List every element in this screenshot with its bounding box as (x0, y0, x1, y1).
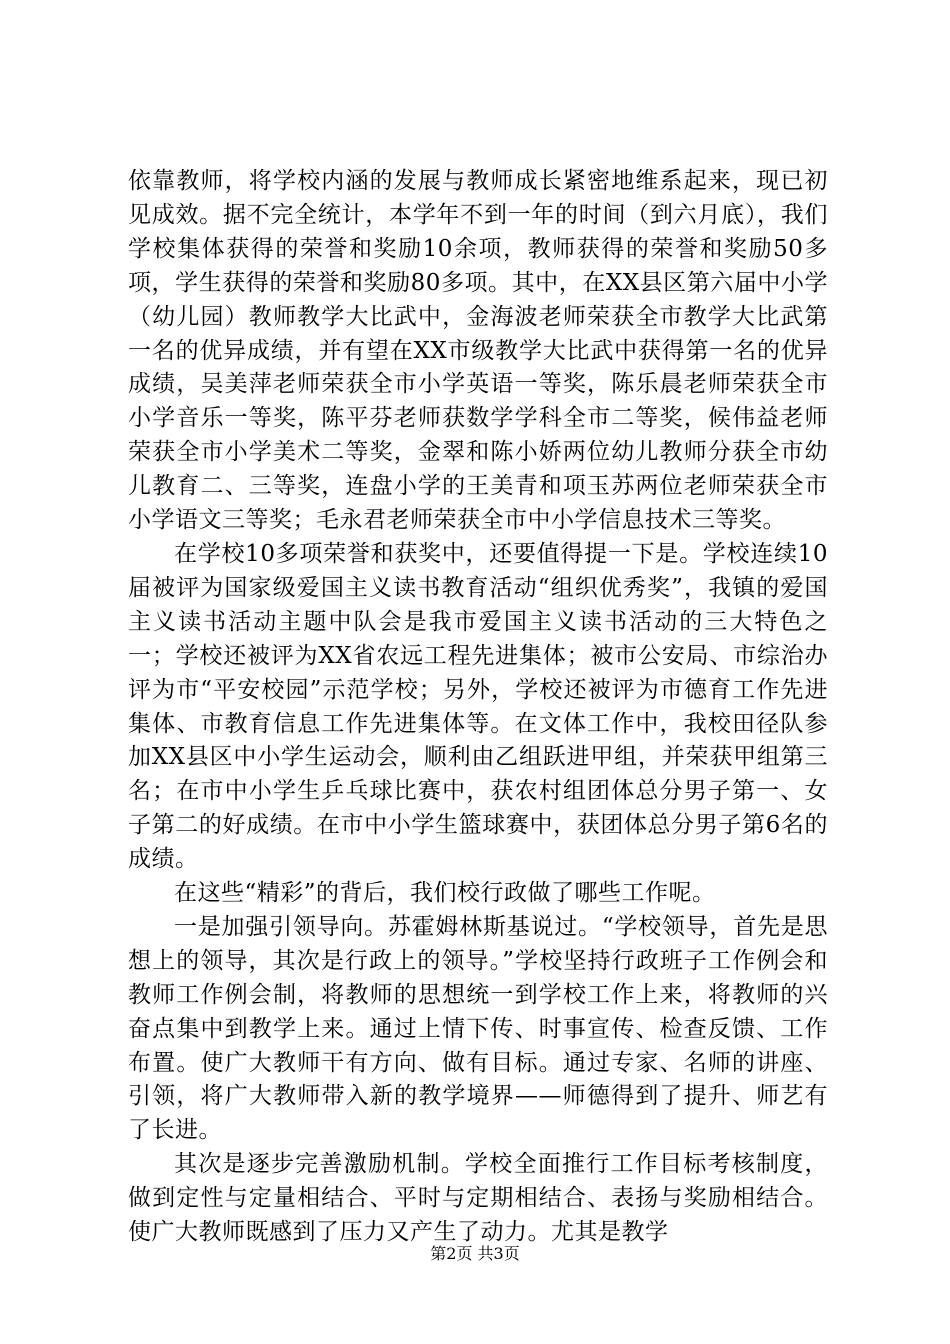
paragraph-1: 依靠教师，将学校内涵的发展与教师成长紧密地维系起来，现已初见成效。据不完全统计，本学年不到一年的时间（到六月底），我们学校集体获得的荣誉和奖励10余项，教师获得的荣誉和奖励50多项，学生获得的荣誉和奖励80多项。其中，在XX县区第六届中小学（幼儿园）教师教学大比武中，金海波老师荣获全市教学大比武第一名的优异成绩，并有望在XX市级教学大比武中获得第一名的优异成绩，吴美萍老师荣获全市小学英语一等奖，陈乐晨老师荣获全市小学音乐一等奖，陈平芬老师获数学学科全市二等奖，候伟益老师荣获全市小学美术二等奖，金翠和陈小娇两位幼儿教师分获全市幼儿教育二、三等奖，连盘小学的王美青和项玉苏两位老师荣获全市小学语文三等奖；毛永君老师荣获全市中小学信息技术三等奖。 (128, 168, 828, 534)
paragraph-5: 其次是逐步完善激励机制。学校全面推行工作目标考核制度，做到定性与定量相结合、平时与定期相结合、表扬与奖励相结合。使广大教师既感到了压力又产生了动力。尤其是教学 (128, 1151, 828, 1246)
page-footer: 第2页 共3页 (430, 1244, 520, 1263)
paragraph-2: 在学校10多项荣誉和获奖中，还要值得提一下是。学校连续10届被评为国家级爱国主义读书教育活动“组织优秀奖”，我镇的爱国主义读书活动主题中队会是我市爱国主义读书活动的三大特色之一；学校还被评为XX省农远工程先进集体；被市公安局、市综治办评为市“平安校园”示范学校；另外，学校还被评为市德育工作先进集体、市教育信息工作先进集体等。在文体工作中，我校田径队参加XX县区中小学生运动会，顺利由乙组跃进甲组，并荣获甲组第三名；在市中小学生乒乓球比赛中，获农村组团体总分男子第一、女子第二的好成绩。在市中小学生篮球赛中，获团体总分男子第6名的成绩。 (128, 540, 828, 873)
paragraph-4: 一是加强引领导向。苏霍姆林斯基说过。“学校领导，首先是思想上的领导，其次是行政上的领导。”学校坚持行政班子工作例会和教师工作例会制，将教师的思想统一到学校工作上来，将教师的兴奋点集中到教学上来。通过上情下传、时事宣传、检查反馈、工作布置。使广大教师干有方向、做有目标。通过专家、名师的讲座、引领，将广大教师带入新的教学境界——师德得到了提升、师艺有了长进。 (128, 913, 828, 1144)
document-body (128, 165, 828, 1250)
paragraph-3: 在这些“精彩”的背后，我们校行政做了哪些工作呢。 (174, 880, 716, 907)
